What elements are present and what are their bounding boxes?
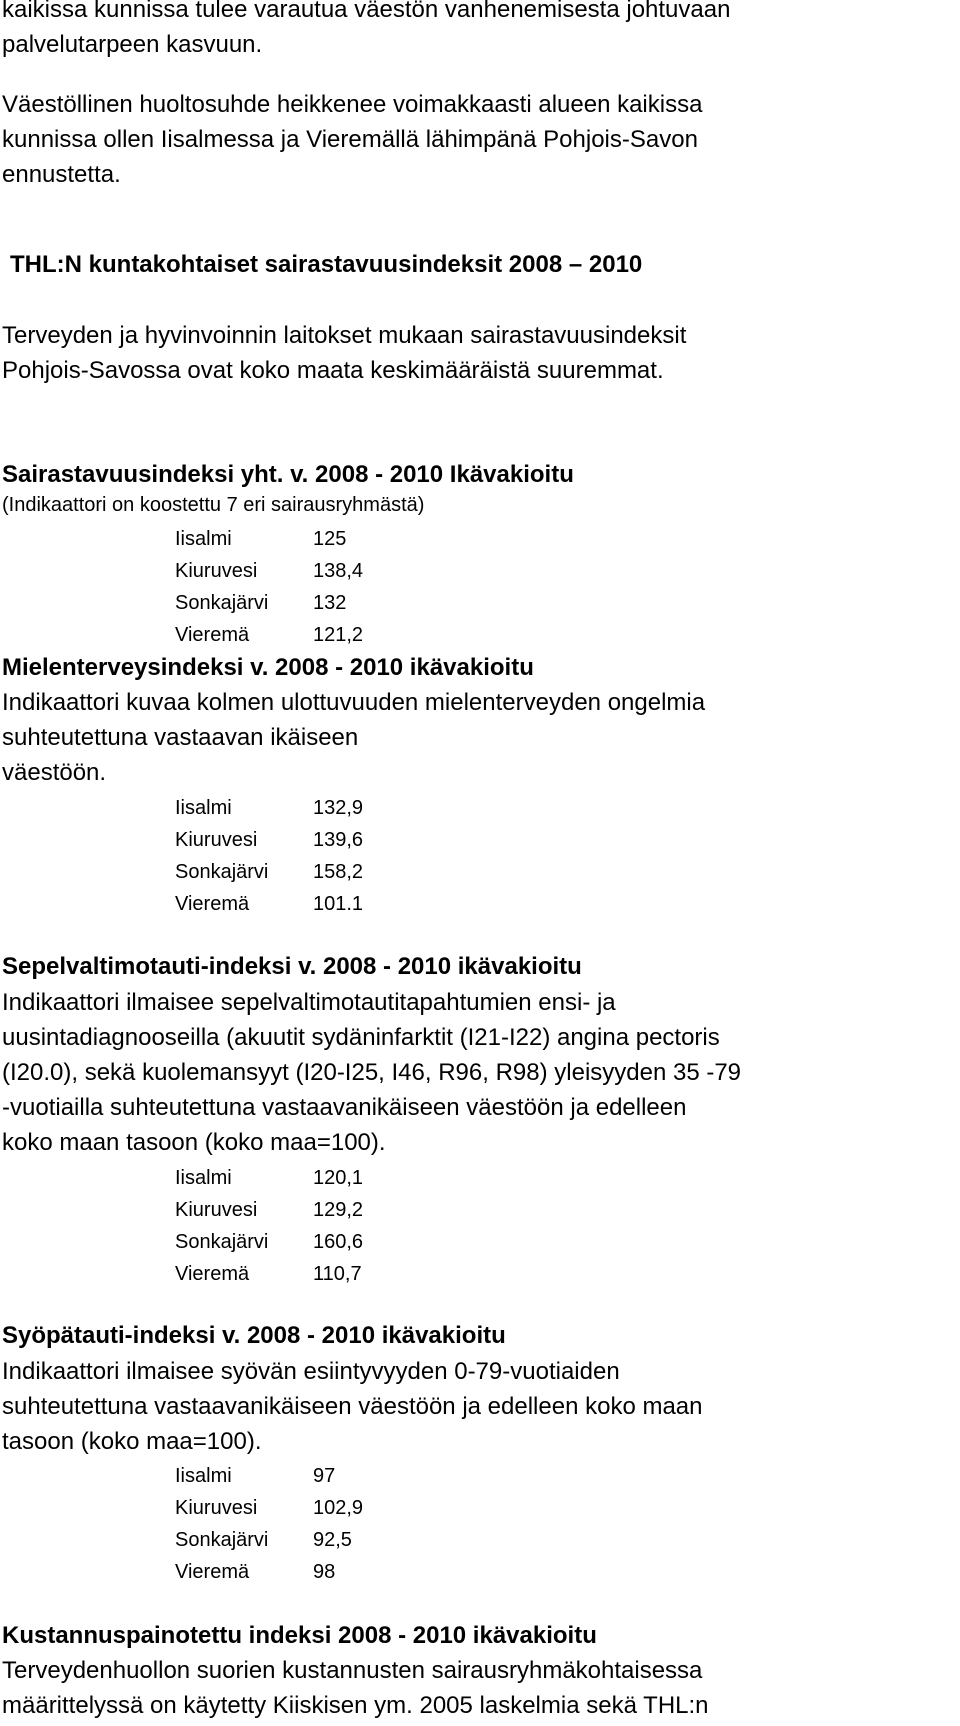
section-title-sairastavuus: Sairastavuusindeksi yht. v. 2008 - 2010 Ikävakioitu [2,461,574,488]
dependency-paragraph [2,87,702,192]
thl-heading: THL:N kuntakohtaiset sairastavuusindeksit 2008 – 2010 [10,251,643,278]
index-value: 138,4 [313,560,364,582]
index-value: 129,2 [313,1199,364,1221]
index-value: 97 [313,1465,336,1487]
description-line: koko maan tasoon (koko maa=100). [2,1129,386,1156]
section-title-mielenterveys: Mielenterveysindeksi v. 2008 - 2010 ikävakioitu [2,654,534,681]
section-title-syopatauti: Syöpätauti-indeksi v. 2008 - 2010 ikävakioitu [2,1322,506,1349]
table-row [175,1492,433,1524]
section-note-sairastavuus: (Indikaattori on koostettu 7 eri sairausryhmästä) [2,494,425,516]
description-line: (I20.0), sekä kuolemansyyt (I20-I25, I46, R96, R98) yleisyyden 35 -79 [2,1059,742,1086]
index-value: 121,2 [313,624,364,646]
table-row [175,523,433,555]
section-description-syopatauti [2,1354,703,1459]
intro-paragraph [2,0,730,62]
description-line: Terveydenhuollon suorien kustannusten sairausryhmäkohtaisessa [2,1657,703,1684]
municipality-name: Vieremä [175,1263,250,1285]
table-row [175,587,433,619]
municipality-name: Kiuruvesi [175,560,258,582]
table-row [175,1162,433,1194]
municipality-name: Kiuruvesi [175,1199,258,1221]
index-value: 92,5 [313,1529,352,1551]
index-value: 132,9 [313,797,364,819]
table-row [175,824,433,856]
thl-line: Pohjois-Savossa ovat koko maata keskimääräistä suuremmat. [2,357,664,384]
description-line: suhteutettuna vastaavanikäiseen väestöön ja edelleen koko maan [2,1393,703,1420]
table-row [175,1258,433,1290]
table-row [175,1460,433,1492]
index-value: 102,9 [313,1497,364,1519]
index-table-sairastavuus [175,523,433,651]
index-table-sepelvaltimotauti [175,1162,433,1290]
section-description-sepelvaltimotauti [2,985,741,1160]
index-value: 132 [313,592,347,614]
table-row [175,792,433,824]
description-line: suhteutettuna vastaavan ikäiseen [2,724,359,751]
municipality-name: Vieremä [175,624,250,646]
index-table-syopatauti [175,1460,433,1588]
municipality-name: Iisalmi [175,1465,232,1487]
table-row [175,888,433,920]
section-description-kustannuspainotettu [2,1653,709,1723]
section-title-sepelvaltimotauti: Sepelvaltimotauti-indeksi v. 2008 - 2010 ikävakioitu [2,953,582,980]
dependency-line: Väestöllinen huoltosuhde heikkenee voimakkaasti alueen kaikissa [2,91,703,118]
thl-paragraph [2,318,686,388]
index-value: 98 [313,1561,336,1583]
municipality-name: Sonkajärvi [175,1529,269,1551]
description-line: määrittelyssä on käytetty Kiiskisen ym. 2005 laskelmia sekä THL:n [2,1692,709,1719]
table-row [175,619,433,651]
municipality-name: Iisalmi [175,528,232,550]
index-value: 139,6 [313,829,364,851]
description-line: -vuotiailla suhteutettuna vastaavanikäiseen väestöön ja edelleen [2,1094,687,1121]
municipality-name: Sonkajärvi [175,861,269,883]
table-row [175,1556,433,1588]
intro-line: kaikissa kunnissa tulee varautua väestön vanhenemisesta johtuvaan [2,0,731,23]
index-value: 158,2 [313,861,364,883]
municipality-name: Kiuruvesi [175,1497,258,1519]
description-line: Indikaattori kuvaa kolmen ulottuvuuden mielenterveyden ongelmia [2,689,706,716]
dependency-line: kunnissa ollen Iisalmessa ja Vieremällä lähimpänä Pohjois-Savon [2,126,698,153]
municipality-name: Iisalmi [175,1167,232,1189]
description-line: uusintadiagnooseilla (akuutit sydäninfarktit (I21-I22) angina pectoris [2,1024,720,1051]
municipality-name: Vieremä [175,893,250,915]
municipality-name: Sonkajärvi [175,592,269,614]
index-value: 120,1 [313,1167,364,1189]
index-value: 125 [313,528,347,550]
table-row [175,1226,433,1258]
intro-line: palvelutarpeen kasvuun. [2,31,263,58]
municipality-name: Sonkajärvi [175,1231,269,1253]
municipality-name: Kiuruvesi [175,829,258,851]
section-title-kustannuspainotettu: Kustannuspainotettu indeksi 2008 - 2010 ikävakioitu [2,1622,597,1649]
description-line: Indikaattori ilmaisee sepelvaltimotautitapahtumien ensi- ja [2,989,616,1016]
table-row [175,1194,433,1226]
dependency-line: ennustetta. [2,161,121,188]
municipality-name: Vieremä [175,1561,250,1583]
table-row [175,1524,433,1556]
table-row [175,856,433,888]
index-value: 110,7 [313,1263,362,1285]
thl-line: Terveyden ja hyvinvoinnin laitokset mukaan sairastavuusindeksit [2,322,687,349]
description-line: tasoon (koko maa=100). [2,1428,262,1455]
description-line: väestöön. [2,759,107,786]
section-description-mielenterveys [2,685,705,790]
table-row [175,555,433,587]
index-value: 160,6 [313,1231,364,1253]
index-table-mielenterveys [175,792,433,920]
index-value: 101.1 [313,893,364,915]
municipality-name: Iisalmi [175,797,232,819]
description-line: Indikaattori ilmaisee syövän esiintyvyyden 0-79-vuotiaiden [2,1358,620,1385]
